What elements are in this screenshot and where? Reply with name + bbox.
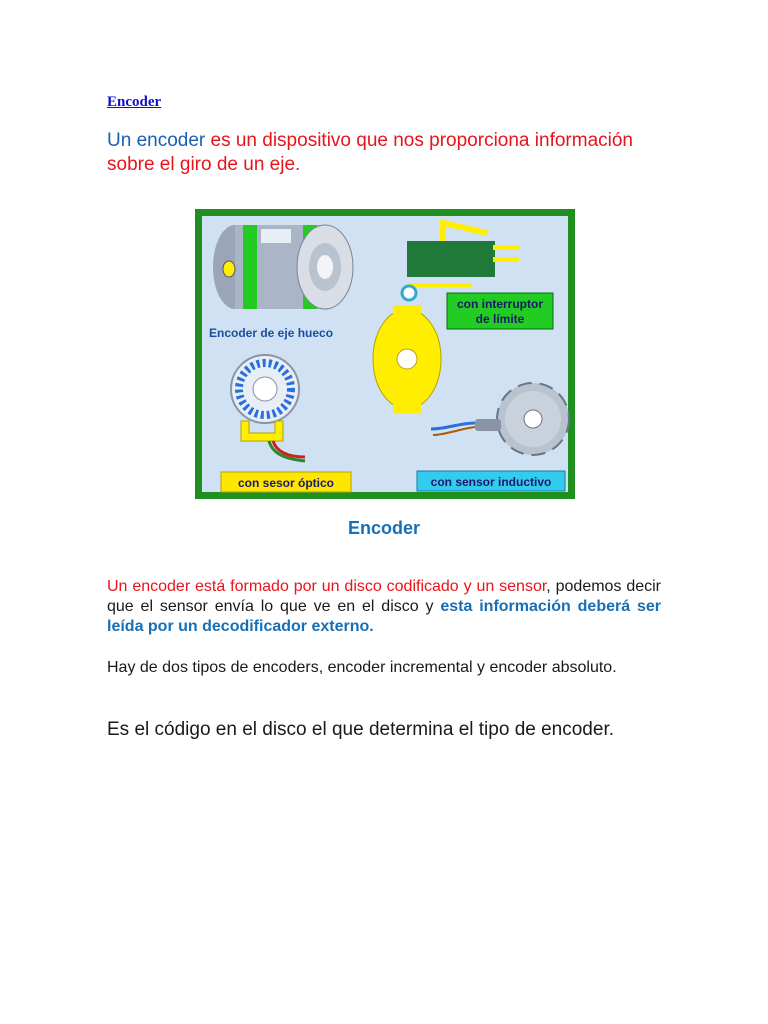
paragraph-types: Hay de dos tipos de encoders, encoder incremental y encoder absoluto. bbox=[107, 659, 617, 676]
intro-rest: es un dispositivo que nos proporciona información sobre el giro de un eje. bbox=[107, 130, 633, 175]
label-optical: con sesor óptico bbox=[237, 476, 335, 490]
label-inductive: con sensor inductivo bbox=[430, 475, 552, 489]
encoder-types-figure bbox=[195, 209, 575, 499]
composition-black-text: , podemos decir que el sensor envía lo que ve en el disco y bbox=[107, 578, 662, 615]
figure-caption: Encoder bbox=[347, 518, 421, 538]
intro-paragraph bbox=[107, 129, 667, 177]
composition-red-text: Un encoder está formado por un disco codificado y un sensor bbox=[107, 578, 547, 595]
paragraph-disc-code: Es el código en el disco el que determina el tipo de encoder. bbox=[107, 719, 614, 740]
hollow-shaft-encoder-drawing bbox=[213, 225, 353, 309]
label-limit-switch-line1: con interruptor bbox=[457, 297, 543, 311]
label-limit-switch-line2: de límite bbox=[475, 312, 525, 326]
label-hollow-shaft: Encoder de eje hueco bbox=[209, 326, 334, 340]
encoder-heading-link[interactable]: Encoder bbox=[107, 94, 162, 110]
composition-blue-text: esta información deberá ser leída por un decodificador externo. bbox=[107, 598, 661, 635]
paragraph-composition bbox=[107, 577, 661, 637]
intro-term: Un encoder bbox=[107, 130, 206, 151]
